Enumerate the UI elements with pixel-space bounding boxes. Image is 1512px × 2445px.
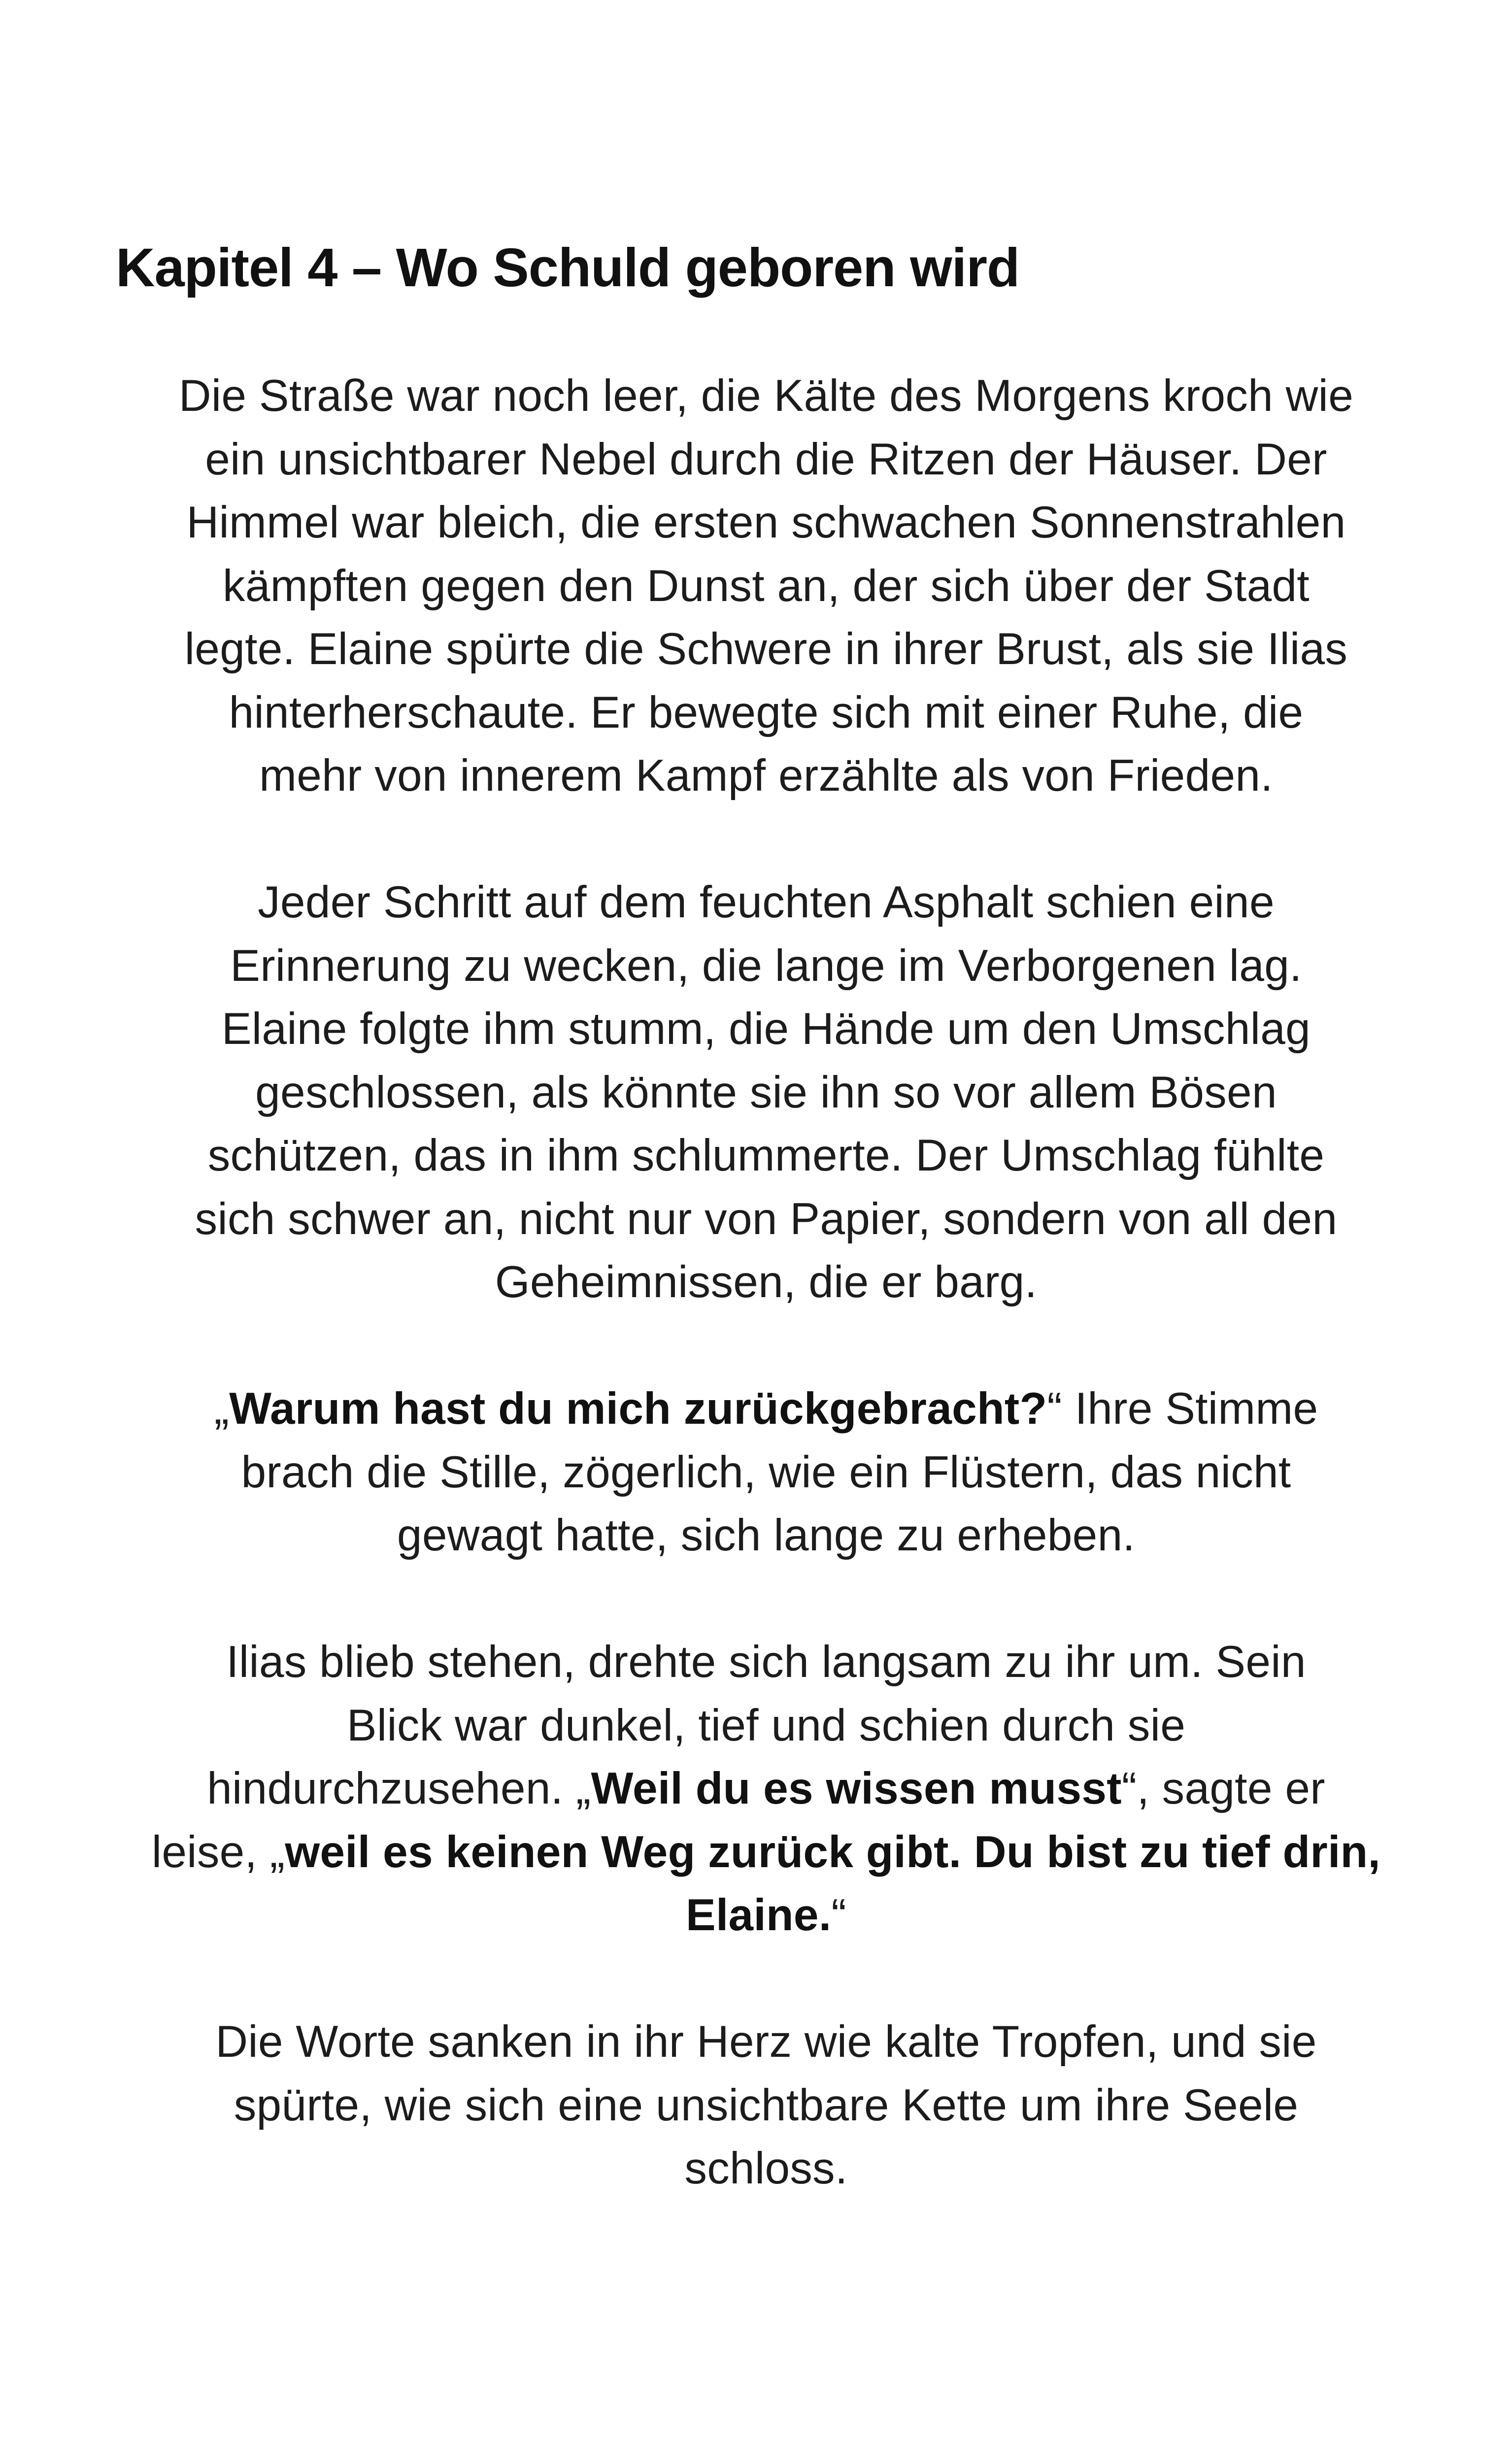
text-segment: hinterherschaute. Er bewegte sich mit einer Ruhe, die bbox=[229, 687, 1304, 737]
text-segment: Die Straße war noch leer, die Kälte des Morgens kroch wie bbox=[178, 371, 1354, 421]
text-segment: leise, „ bbox=[151, 1827, 285, 1877]
dialogue-bold-text: Warum hast du mich zurückgebracht? bbox=[229, 1384, 1047, 1434]
text-segment: Erinnerung zu wecken, die lange im Verborgenen lag. bbox=[230, 940, 1302, 991]
text-segment: “, sagte er bbox=[1121, 1764, 1325, 1813]
text-line bbox=[108, 1694, 1424, 1758]
text-segment: „ bbox=[214, 1384, 230, 1434]
text-segment: hindurchzusehen. „ bbox=[207, 1764, 591, 1813]
text-line bbox=[108, 428, 1424, 492]
paragraph bbox=[108, 1631, 1424, 1947]
text-line bbox=[108, 1441, 1424, 1505]
dialogue-bold-text: Weil du es wissen musst bbox=[591, 1764, 1122, 1813]
chapter-body bbox=[108, 365, 1424, 2201]
text-segment: Jeder Schritt auf dem feuchten Asphalt schien eine bbox=[258, 877, 1275, 927]
text-line bbox=[108, 2010, 1424, 2074]
text-line bbox=[108, 1251, 1424, 1314]
text-segment: brach die Stille, zögerlich, wie ein Flüstern, das nicht bbox=[241, 1447, 1291, 1497]
text-segment: sich schwer an, nicht nur von Papier, sondern von all den bbox=[195, 1194, 1338, 1244]
text-line bbox=[108, 1757, 1424, 1821]
text-segment: Blick war dunkel, tief und schien durch sie bbox=[346, 1700, 1186, 1750]
text-line bbox=[108, 491, 1424, 555]
text-segment: mehr von innerem Kampf erzählte als von Frieden. bbox=[259, 751, 1273, 801]
text-line bbox=[108, 744, 1424, 808]
text-line bbox=[108, 935, 1424, 998]
text-segment: kämpften gegen den Dunst an, der sich über der Stadt bbox=[222, 561, 1310, 611]
paragraph bbox=[108, 871, 1424, 1314]
text-line bbox=[108, 2074, 1424, 2138]
text-line bbox=[108, 365, 1424, 428]
text-segment: legte. Elaine spürte die Schwere in ihrer Brust, als sie Ilias bbox=[184, 624, 1348, 674]
text-segment: spürte, wie sich eine unsichtbare Kette um ihre Seele bbox=[234, 2080, 1299, 2130]
text-line bbox=[108, 1188, 1424, 1251]
text-line bbox=[108, 1884, 1424, 1947]
text-segment: ein unsichtbarer Nebel durch die Ritzen der Häuser. Der bbox=[205, 434, 1327, 484]
text-line bbox=[108, 1124, 1424, 1188]
dialogue-bold-text: Elaine. bbox=[685, 1890, 832, 1940]
paragraph bbox=[108, 1377, 1424, 1568]
text-line bbox=[108, 555, 1424, 618]
text-line bbox=[108, 1631, 1424, 1694]
paragraph bbox=[108, 365, 1424, 808]
text-line bbox=[108, 618, 1424, 681]
text-segment: Geheimnissen, die er barg. bbox=[495, 1257, 1038, 1307]
text-segment: Elaine folgte ihm stumm, die Hände um den Umschlag bbox=[221, 1004, 1311, 1054]
text-line bbox=[108, 2137, 1424, 2201]
text-line bbox=[108, 871, 1424, 935]
text-line bbox=[108, 1377, 1424, 1441]
text-segment: geschlossen, als könnte sie ihn so vor allem Bösen bbox=[255, 1067, 1277, 1117]
text-line bbox=[108, 1504, 1424, 1568]
paragraph bbox=[108, 2010, 1424, 2201]
text-line bbox=[108, 1061, 1424, 1125]
text-line bbox=[108, 681, 1424, 745]
text-segment: “ bbox=[831, 1890, 847, 1940]
chapter-title: Kapitel 4 – Wo Schuld geboren wird bbox=[116, 237, 1020, 298]
text-segment: gewagt hatte, sich lange zu erheben. bbox=[397, 1510, 1136, 1560]
text-segment: Himmel war bleich, die ersten schwachen Sonnenstrahlen bbox=[186, 498, 1346, 547]
text-segment: Die Worte sanken in ihr Herz wie kalte Tropfen, und sie bbox=[215, 2017, 1317, 2067]
dialogue-bold-text: weil es keinen Weg zurück gibt. Du bist zu tief drin, bbox=[285, 1827, 1381, 1877]
text-line bbox=[108, 998, 1424, 1061]
text-segment: schützen, das in ihm schlummerte. Der Umschlag fühlte bbox=[207, 1131, 1325, 1180]
text-line bbox=[108, 1821, 1424, 1884]
text-segment: schloss. bbox=[684, 2144, 848, 2193]
text-segment: “ Ihre Stimme bbox=[1047, 1384, 1318, 1434]
text-segment: Ilias blieb stehen, drehte sich langsam zu ihr um. Sein bbox=[226, 1637, 1306, 1687]
